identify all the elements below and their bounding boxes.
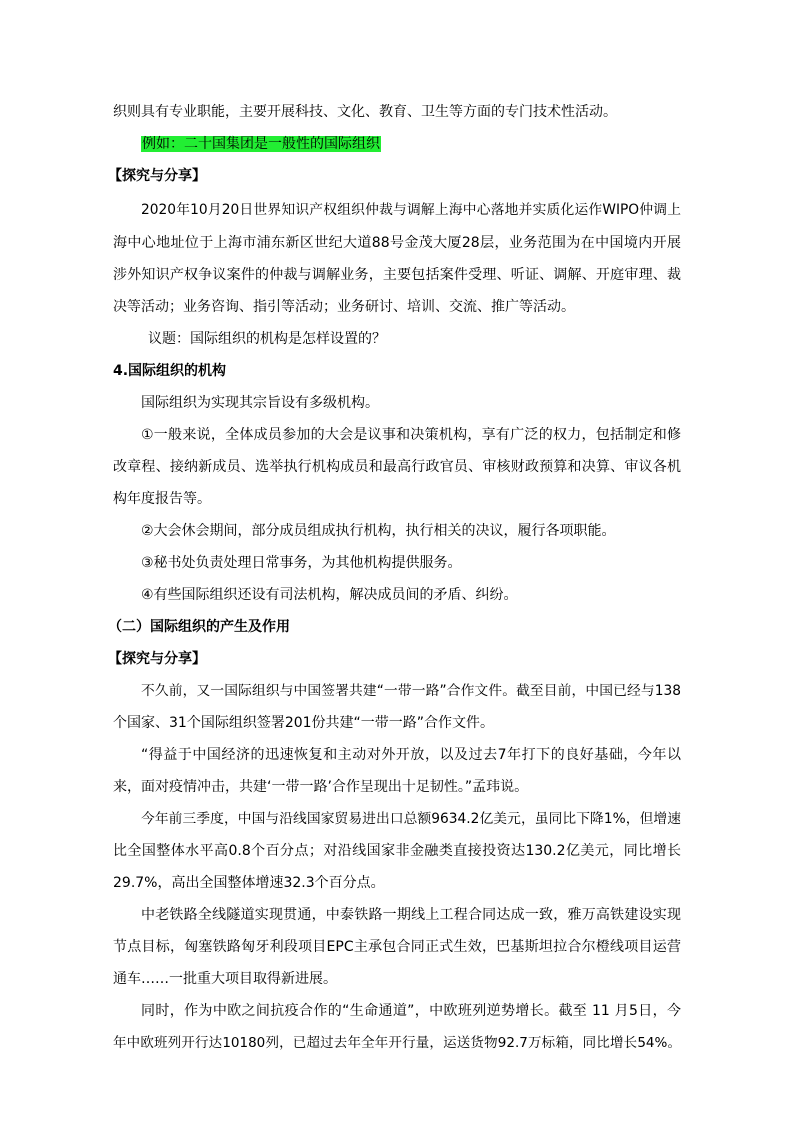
paragraph-line: ①一般来说，全体成员参加的大会是议事和决策机构，享有广泛的权力，包括制定和修 (141, 427, 681, 443)
paragraph-line: 中老铁路全线隧道实现贯通，中泰铁路一期线上工程合同达成一致，雅万高铁建设实现 (141, 907, 681, 923)
topic-line: 议题：国际组织的机构是怎样设置的？ (148, 331, 386, 347)
paragraph-line: 海中心地址位于上海市浦东新区世纪大道88号金茂大厦28层，业务范围为在中国境内开展 (113, 235, 681, 251)
paragraph-line: 通车……一批重大项目取得新进展。 (113, 971, 337, 987)
paragraph-line: 2020年10月20日世界知识产权组织仲裁与调解上海中心落地并实质化运作WIPO仲调上 (141, 202, 681, 218)
paragraph-line: 年中欧班列开行达10180列，已超过去年全年开行量，运送货物92.7万标箱，同比增长54%。 (113, 1035, 681, 1051)
paragraph-line: 来，面对疫情冲击，共建‘一带一路’合作呈现出十足韧性。”孟玮说。 (113, 779, 529, 795)
paragraph-line: 今年前三季度，中国与沿线国家贸易进出口总额9634.2亿美元，虽同比下降1%，但增速 (141, 811, 681, 827)
paragraph-line: ③秘书处负责处理日常事务，为其他机构提供服务。 (141, 555, 462, 571)
highlighted-example: 例如：二十国集团是一般性的国际组织 (142, 136, 380, 152)
paragraph-line: “得益于中国经济的迅速恢复和主动对外开放，以及过去7年打下的良好基础，今年以 (141, 747, 681, 763)
paragraph-line: 同时，作为中欧之间抗疫合作的“生命通道”，中欧班列逆势增长。截至 11 月5日，今 (141, 1003, 681, 1019)
paragraph-line: ④有些国际组织还设有司法机构，解决成员间的矛盾、纠纷。 (141, 587, 518, 603)
paragraph-line: 改章程、接纳新成员、选举执行机构成员和最高行政官员、审核财政预算和决算、审议各机 (113, 459, 681, 475)
section-heading-2: （二）国际组织的产生及作用 (108, 619, 290, 635)
paragraph-line: ②大会休会期间，部分成员组成执行机构，执行相关的决议，履行各项职能。 (141, 523, 616, 539)
section-heading-4: 4.国际组织的机构 (113, 363, 227, 379)
explore-heading: 【探究与分享】 (108, 651, 206, 667)
paragraph-line: 涉外知识产权争议案件的仲裁与调解业务，主要包括案件受理、听证、调解、开庭审理、裁 (113, 267, 681, 283)
paragraph-line: 比全国整体水平高0.8个百分点；对沿线国家非金融类直接投资达130.2亿美元，同比增长 (113, 843, 681, 859)
paragraph-line: 个国家、31个国际组织签署201份共建“一带一路”合作文件。 (113, 715, 495, 731)
paragraph-line: 决等活动；业务咨询、指引等活动；业务研讨、培训、交流、推广等活动。 (113, 299, 575, 315)
paragraph-line: 29.7%，高出全国整体增速32.3个百分点。 (113, 875, 385, 891)
paragraph-line: 国际组织为实现其宗旨设有多级机构。 (141, 395, 379, 411)
paragraph-line: 构年度报告等。 (113, 491, 211, 507)
paragraph-line: 不久前，又一国际组织与中国签署共建“一带一路”合作文件。截至目前，中国已经与138 (141, 683, 681, 699)
example-line (141, 134, 381, 154)
paragraph-line: 织则具有专业职能，主要开展科技、文化、教育、卫生等方面的专门技术性活动。 (113, 104, 617, 120)
paragraph-line: 节点目标，匈塞铁路匈牙利段项目EPC主承包合同正式生效，巴基斯坦拉合尔橙线项目运营 (113, 939, 681, 955)
explore-heading: 【探究与分享】 (108, 168, 206, 184)
